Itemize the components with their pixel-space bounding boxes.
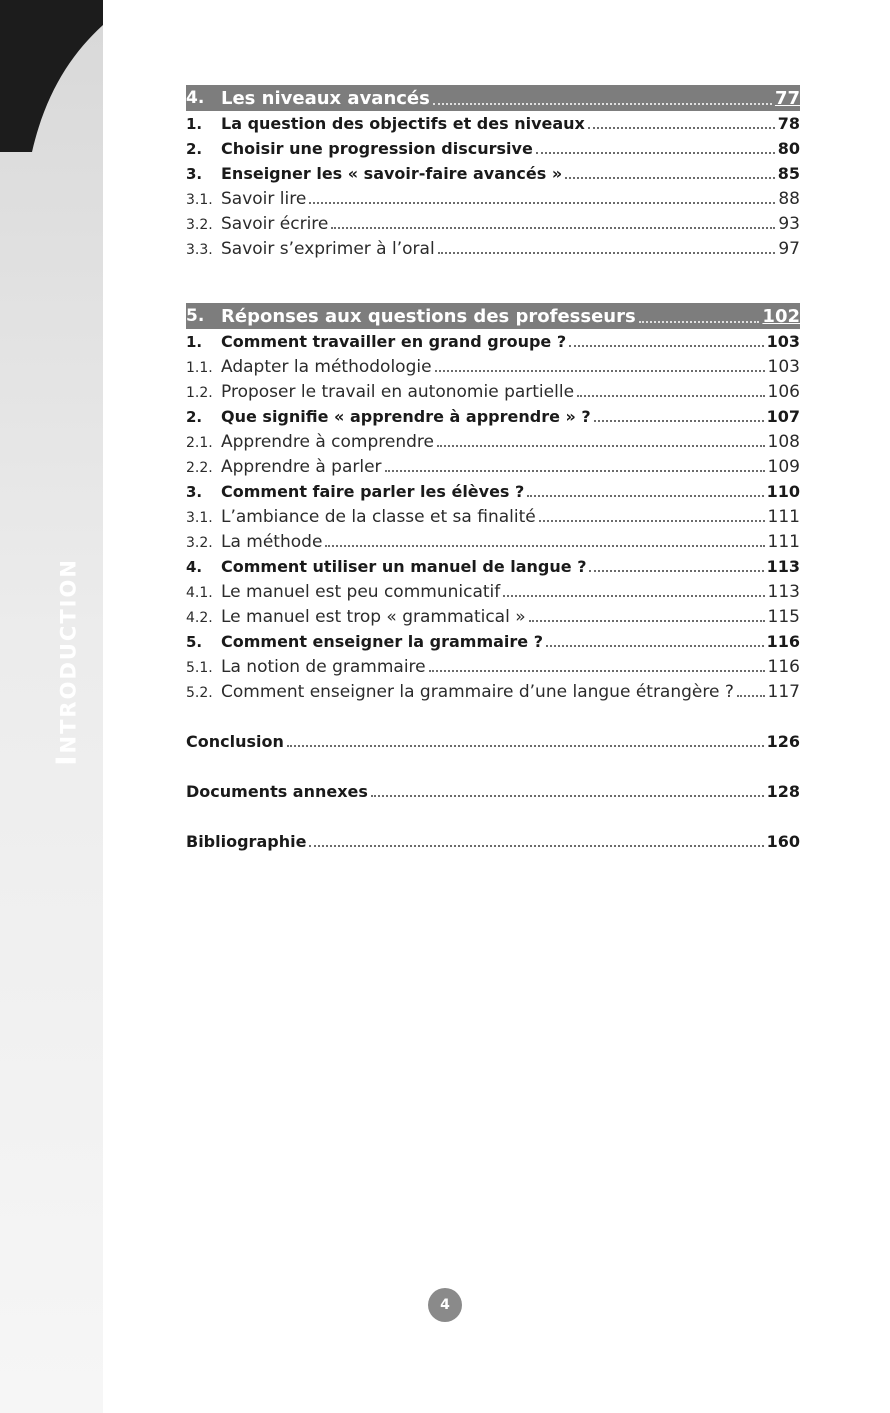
toc-entry[interactable] bbox=[186, 111, 800, 136]
entry-page: 88 bbox=[778, 189, 800, 209]
entry-page: 108 bbox=[767, 432, 800, 452]
entry-title: Savoir s’exprimer à l’oral bbox=[221, 239, 435, 259]
entry-number: 2.2. bbox=[186, 460, 213, 476]
page-number-badge: 4 bbox=[428, 1288, 462, 1322]
toc-entry[interactable] bbox=[186, 479, 800, 504]
entry-title: Apprendre à comprendre bbox=[221, 432, 434, 452]
toc-entry-conclusion[interactable] bbox=[186, 729, 800, 754]
toc-entry[interactable] bbox=[186, 504, 800, 529]
section-page: 102 bbox=[762, 305, 800, 327]
toc-entry[interactable] bbox=[186, 654, 800, 679]
entry-page: 111 bbox=[767, 532, 800, 552]
entry-number: 5. bbox=[186, 633, 203, 651]
entry-number: 3.3. bbox=[186, 242, 213, 258]
dot-leader bbox=[325, 529, 764, 547]
dot-leader bbox=[539, 504, 765, 522]
entry-page: 116 bbox=[767, 657, 800, 677]
dot-leader bbox=[594, 404, 764, 422]
section-title: Les niveaux avancés bbox=[221, 87, 430, 109]
section-number: 4. bbox=[186, 88, 205, 108]
entry-title: Le manuel est trop « grammatical » bbox=[221, 607, 526, 627]
dot-leader bbox=[527, 479, 763, 497]
entry-number: 4.2. bbox=[186, 610, 213, 626]
entry-number: 2. bbox=[186, 408, 203, 426]
entry-title: Le manuel est peu communicatif bbox=[221, 582, 501, 602]
toc-annexes bbox=[186, 779, 800, 804]
entry-number: 3.1. bbox=[186, 192, 213, 208]
toc-entry[interactable] bbox=[186, 454, 800, 479]
dot-leader bbox=[588, 111, 775, 129]
entry-page: 103 bbox=[766, 332, 800, 351]
dot-leader bbox=[385, 454, 765, 472]
toc-entry[interactable] bbox=[186, 629, 800, 654]
entry-title: Comment enseigner la grammaire ? bbox=[221, 632, 544, 651]
entry-title: Proposer le travail en autonomie partielle bbox=[221, 382, 575, 402]
entry-title: Adapter la méthodologie bbox=[221, 357, 432, 377]
section-title: Réponses aux questions des professeurs bbox=[221, 305, 636, 327]
dot-leader bbox=[309, 186, 775, 204]
toc-entry[interactable] bbox=[186, 211, 800, 236]
entry-page: 97 bbox=[778, 239, 800, 259]
dot-leader bbox=[287, 729, 764, 747]
entry-page: 113 bbox=[767, 582, 800, 602]
entry-number: 4. bbox=[186, 558, 203, 576]
entry-title: Comment faire parler les élèves ? bbox=[221, 482, 525, 501]
dot-leader bbox=[529, 604, 765, 622]
dot-leader bbox=[371, 779, 764, 797]
toc-section-5 bbox=[186, 303, 800, 704]
entry-page: 85 bbox=[777, 164, 800, 183]
entry-number: 3. bbox=[186, 165, 203, 183]
chapter-title-rest: NTRODUCTION bbox=[56, 558, 81, 754]
toc-entry[interactable] bbox=[186, 404, 800, 429]
toc-entry[interactable] bbox=[186, 136, 800, 161]
entry-page: 106 bbox=[767, 382, 800, 402]
dot-leader bbox=[438, 236, 776, 254]
dot-leader bbox=[433, 91, 772, 105]
entry-page: 93 bbox=[778, 214, 800, 234]
entry-number: 1. bbox=[186, 115, 203, 133]
toc-entry[interactable] bbox=[186, 186, 800, 211]
entry-title: Conclusion bbox=[186, 732, 284, 751]
dot-leader bbox=[331, 211, 775, 229]
section-page: 77 bbox=[774, 87, 800, 109]
corner-decoration bbox=[0, 0, 103, 152]
toc-entry[interactable] bbox=[186, 329, 800, 354]
dot-leader bbox=[737, 679, 765, 697]
entry-page: 115 bbox=[767, 607, 800, 627]
sidebar-band bbox=[0, 0, 103, 1413]
dot-leader bbox=[546, 629, 764, 647]
toc-entry-bibliography[interactable] bbox=[186, 829, 800, 854]
entry-title: Savoir écrire bbox=[221, 214, 329, 234]
entry-title: Comment travailler en grand groupe ? bbox=[221, 332, 567, 351]
toc-entry[interactable] bbox=[186, 554, 800, 579]
dot-leader bbox=[429, 654, 765, 672]
dot-leader bbox=[565, 161, 775, 179]
entry-title: Savoir lire bbox=[221, 189, 307, 209]
dot-leader bbox=[309, 829, 763, 847]
dot-leader bbox=[435, 354, 765, 372]
dot-leader bbox=[569, 329, 763, 347]
entry-number: 1. bbox=[186, 333, 203, 351]
entry-title: Comment enseigner la grammaire d’une langue étrangère ? bbox=[221, 682, 734, 702]
toc-entry[interactable] bbox=[186, 604, 800, 629]
entry-page: 111 bbox=[767, 507, 800, 527]
section-header[interactable] bbox=[186, 303, 800, 329]
entry-page: 126 bbox=[766, 732, 800, 751]
dot-leader bbox=[536, 136, 775, 154]
toc-bibliography bbox=[186, 829, 800, 854]
toc-entry[interactable] bbox=[186, 236, 800, 261]
toc-entry[interactable] bbox=[186, 529, 800, 554]
entry-number: 3.1. bbox=[186, 510, 213, 526]
entry-page: 160 bbox=[766, 832, 800, 851]
entry-title: Choisir une progression discursive bbox=[221, 139, 533, 158]
entry-page: 80 bbox=[777, 139, 800, 158]
entry-page: 128 bbox=[766, 782, 800, 801]
entry-page: 117 bbox=[767, 682, 800, 702]
toc-entry-annexes[interactable] bbox=[186, 779, 800, 804]
entry-number: 1.2. bbox=[186, 385, 213, 401]
toc-entry[interactable] bbox=[186, 429, 800, 454]
entry-title: Que signifie « apprendre à apprendre » ? bbox=[221, 407, 591, 426]
entry-page: 110 bbox=[766, 482, 800, 501]
entry-number: 1.1. bbox=[186, 360, 213, 376]
entry-page: 78 bbox=[777, 114, 800, 133]
toc-section-4 bbox=[186, 85, 800, 261]
entry-number: 2. bbox=[186, 140, 203, 158]
entry-number: 3.2. bbox=[186, 217, 213, 233]
entry-number: 3.2. bbox=[186, 535, 213, 551]
chapter-title bbox=[50, 558, 83, 766]
entry-title: La notion de grammaire bbox=[221, 657, 426, 677]
entry-title: Documents annexes bbox=[186, 782, 368, 801]
chapter-title-initial: I bbox=[49, 753, 83, 766]
toc-conclusion bbox=[186, 729, 800, 754]
entry-number: 5.1. bbox=[186, 660, 213, 676]
entry-title: La question des objectifs et des niveaux bbox=[221, 114, 585, 133]
dot-leader bbox=[503, 579, 764, 597]
table-of-contents bbox=[186, 85, 800, 854]
entry-title: La méthode bbox=[221, 532, 323, 552]
toc-entry[interactable] bbox=[186, 161, 800, 186]
entry-title: Comment utiliser un manuel de langue ? bbox=[221, 557, 587, 576]
dot-leader bbox=[589, 554, 763, 572]
entry-page: 103 bbox=[767, 357, 800, 377]
entry-number: 4.1. bbox=[186, 585, 213, 601]
toc-entry[interactable] bbox=[186, 379, 800, 404]
section-number: 5. bbox=[186, 306, 205, 326]
entry-page: 113 bbox=[766, 557, 800, 576]
toc-entry[interactable] bbox=[186, 679, 800, 704]
section-header[interactable] bbox=[186, 85, 800, 111]
entry-page: 109 bbox=[767, 457, 800, 477]
dot-leader bbox=[639, 309, 760, 323]
entry-title: L’ambiance de la classe et sa finalité bbox=[221, 507, 536, 527]
entry-title: Apprendre à parler bbox=[221, 457, 382, 477]
entry-title: Enseigner les « savoir-faire avancés » bbox=[221, 164, 563, 183]
entry-page: 116 bbox=[766, 632, 800, 651]
entry-title: Bibliographie bbox=[186, 832, 307, 851]
dot-leader bbox=[577, 379, 765, 397]
entry-number: 3. bbox=[186, 483, 203, 501]
entry-page: 107 bbox=[766, 407, 800, 426]
entry-number: 2.1. bbox=[186, 435, 213, 451]
toc-entry[interactable] bbox=[186, 354, 800, 379]
entry-number: 5.2. bbox=[186, 685, 213, 701]
dot-leader bbox=[437, 429, 765, 447]
toc-entry[interactable] bbox=[186, 579, 800, 604]
